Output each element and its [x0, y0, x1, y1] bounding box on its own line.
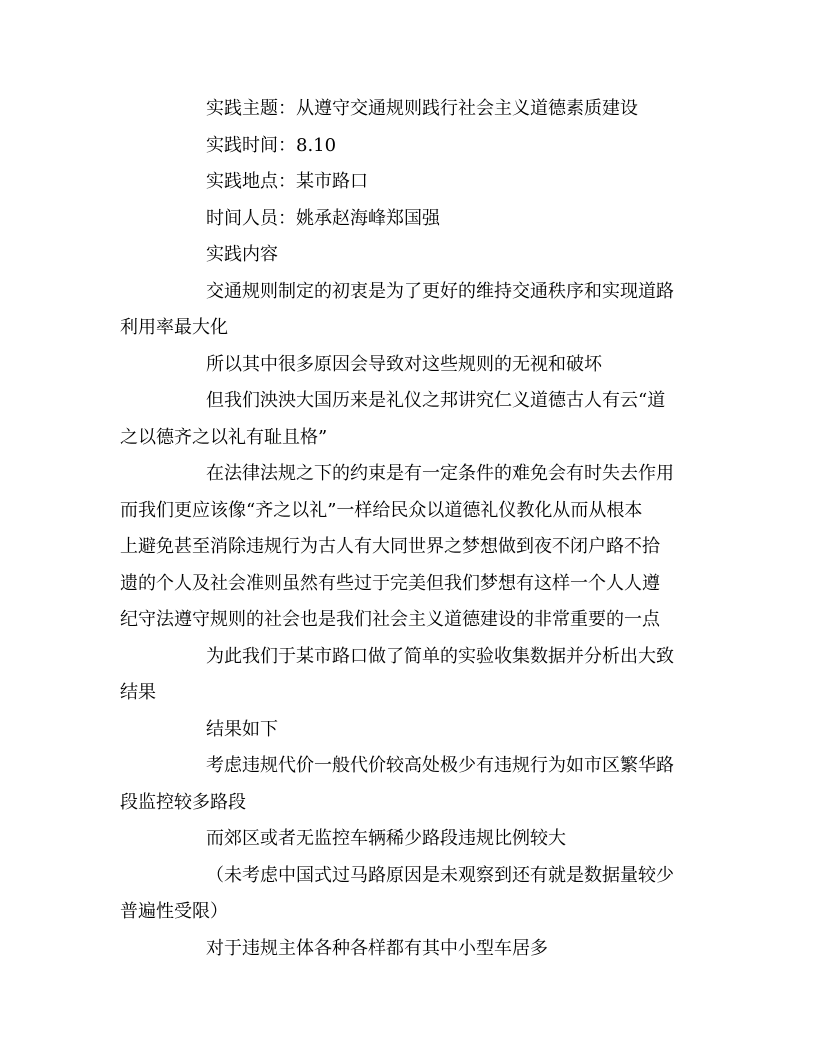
paragraph-line: 为此我们于某市路口做了简单的实验收集数据并分析出大致 [206, 645, 674, 667]
paragraph-line: 结果如下 [206, 718, 278, 740]
paragraph [120, 639, 695, 712]
practice-time: 实践时间：8.10 [206, 134, 337, 156]
paragraph-line: （未考虑中国式过马路原因是未观察到还有就是数据量较少 [206, 864, 674, 886]
paragraph-line: 但我们泱泱大国历来是礼仪之邦讲究仁义道德古人有云“道 [206, 390, 666, 411]
paragraph [120, 712, 695, 749]
paragraph [120, 821, 695, 858]
paragraph-line: 在法律法规之下的约束是有一定条件的难免会有时失去作用 [206, 463, 674, 484]
paragraph-line: 普遍性受限） [120, 901, 228, 922]
paragraph [120, 274, 695, 347]
practice-theme: 实践主题：从遵守交通规则践行社会主义道德素质建设 [206, 98, 638, 119]
practice-people: 时间人员：姚承赵海峰郑国强 [206, 207, 440, 229]
paragraph-line: 利用率最大化 [120, 317, 228, 338]
content-heading: 实践内容 [206, 244, 278, 265]
document-body [120, 91, 695, 967]
paragraph-line: 交通规则制定的初衷是为了更好的维持交通秩序和实现道路 [206, 280, 674, 302]
paragraph-line: 对于违规主体各种各样都有其中小型车居多 [206, 937, 548, 959]
paragraph [120, 858, 695, 931]
paragraph-line: 而我们更应该像“齐之以礼”一样给民众以道德礼仪教化从而从根本 [120, 499, 643, 521]
paragraph-line: 考虑违规代价一般代价较高处极少有违规行为如市区繁华路 [206, 755, 674, 776]
paragraph-line: 段监控较多路段 [120, 791, 246, 813]
paragraph-line: 而郊区或者无监控车辆稀少路段违规比例较大 [206, 828, 566, 849]
paragraph-line: 上避免甚至消除违规行为古人有大同世界之梦想做到夜不闭户路不拾 [120, 536, 660, 557]
paragraph [120, 931, 695, 968]
practice-place: 实践地点：某市路口 [206, 171, 368, 192]
paragraph [120, 456, 695, 639]
paragraph-line: 结果 [120, 682, 156, 703]
paragraph [120, 748, 695, 821]
paragraph-line: 纪守法遵守规则的社会也是我们社会主义道德建设的非常重要的一点 [120, 609, 660, 630]
paragraph-line: 所以其中很多原因会导致对这些规则的无视和破坏 [206, 353, 602, 375]
paragraph [120, 347, 695, 384]
paragraph [120, 383, 695, 456]
paragraph-line: 之以德齐之以礼有耻且格” [120, 426, 328, 448]
paragraph-line: 遗的个人及社会准则虽然有些过于完美但我们梦想有这样一个人人遵 [120, 572, 660, 594]
